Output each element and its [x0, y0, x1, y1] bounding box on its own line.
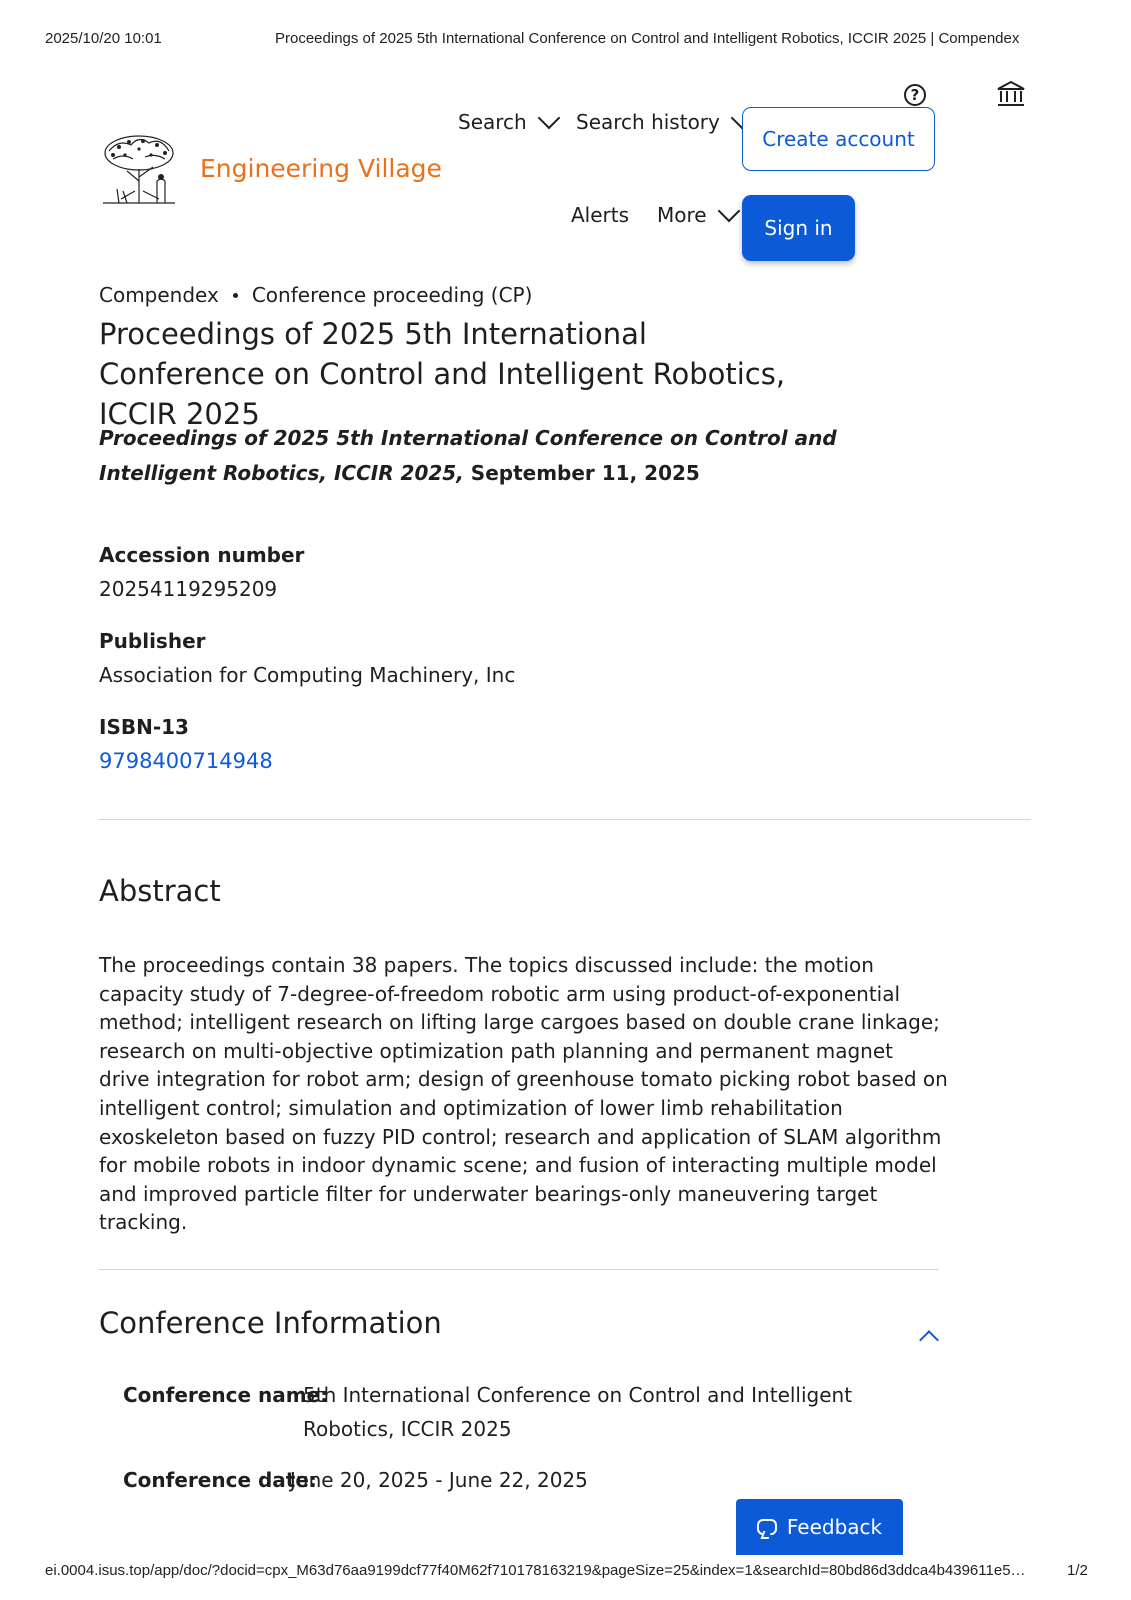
page-title: Proceedings of 2025 5th International Conference on Control and Intelligent Robotics, ICCIR 2025	[99, 317, 786, 431]
sign-in-button[interactable]: Sign in	[742, 195, 855, 261]
conference-name-label: Conference name:	[123, 1383, 329, 1407]
nav-search-label: Search	[458, 110, 527, 134]
conference-date-value: June 20, 2025 - June 22, 2025	[290, 1468, 588, 1492]
nav-search[interactable]	[458, 110, 557, 134]
isbn-label: ISBN-13	[99, 715, 189, 739]
record-breadcrumb	[99, 283, 532, 307]
source-title: Proceedings of 2025 5th International Conference on Control and Intelligent Robotics, ICCIR 2025,	[99, 426, 837, 485]
print-doc-title: Proceedings of 2025 5th International Conference on Control and Intelligent Robotics, ICCIR 2025 | Compendex	[275, 30, 1020, 47]
print-url: ei.0004.isus.top/app/doc/?docid=cpx_M63d76aa9199dcf77f40M62f710178163219&pageSize=25&index=1&searchId=80bd86d3ddca4b439611e5…	[45, 1562, 1026, 1579]
nav-search-history-label: Search history	[576, 110, 720, 134]
nav-more[interactable]	[657, 203, 737, 227]
brand-name[interactable]: Engineering Village	[200, 154, 442, 183]
publisher-label: Publisher	[99, 629, 206, 653]
institution-icon[interactable]	[996, 80, 1026, 108]
elsevier-tree-logo-icon[interactable]	[99, 133, 179, 205]
chevron-up-icon[interactable]	[919, 1330, 939, 1350]
abstract-text: The proceedings contain 38 papers. The topics discussed include: the motion capacity study of 7-degree-of-freedom robotic arm using product-of-exponential method; intelligent research on lifting large cargoes based on double crane linkage; research on multi-objective optimization path planning and permanent magnet drive integration for robot arm; design of greenhouse tomato picking robot based on intelligent control; simulation and optimization of lower limb rehabilitation exoskeleton based on fuzzy PID control; research and application of SLAM algorithm for mobile robots in indoor dynamic scene; and fusion of interacting multiple model and improved particle filter for underwater bearings-only maneuvering target tracking.	[99, 953, 948, 1235]
nav-alerts[interactable]	[571, 203, 629, 227]
nav-search-history[interactable]	[576, 110, 750, 134]
divider	[99, 1269, 939, 1270]
help-icon[interactable]: ?	[904, 84, 926, 106]
separator-dot	[233, 293, 238, 298]
conference-date-label: Conference date:	[123, 1468, 317, 1492]
isbn-link[interactable]: 9798400714948	[99, 749, 273, 773]
conference-name-line2: Robotics, ICCIR 2025	[303, 1417, 512, 1441]
conference-name-line1: 5th International Conference on Control and Intelligent	[303, 1383, 853, 1407]
doc-type-label: Conference proceeding (CP)	[251, 283, 533, 307]
publisher-value: Association for Computing Machinery, Inc	[99, 663, 516, 687]
accession-value: 20254119295209	[99, 577, 278, 601]
source-citation	[99, 421, 959, 491]
print-page-number: 1/2	[1067, 1562, 1088, 1579]
database-label: Compendex	[99, 283, 219, 307]
abstract-heading: Abstract	[99, 874, 221, 908]
source-date: September 11, 2025	[470, 461, 700, 485]
nav-more-label: More	[657, 203, 707, 227]
chevron-down-icon	[717, 200, 740, 223]
feedback-button[interactable]	[736, 1499, 903, 1555]
accession-label: Accession number	[99, 543, 305, 567]
feedback-label: Feedback	[786, 1515, 883, 1539]
nav-alerts-label: Alerts	[571, 203, 630, 227]
print-date: 2025/10/20 10:01	[45, 30, 162, 47]
divider	[99, 819, 1031, 820]
chat-bubble-icon	[757, 1519, 777, 1535]
create-account-button[interactable]: Create account	[742, 107, 935, 171]
chevron-down-icon	[537, 107, 560, 130]
conference-heading: Conference Information	[99, 1306, 442, 1340]
